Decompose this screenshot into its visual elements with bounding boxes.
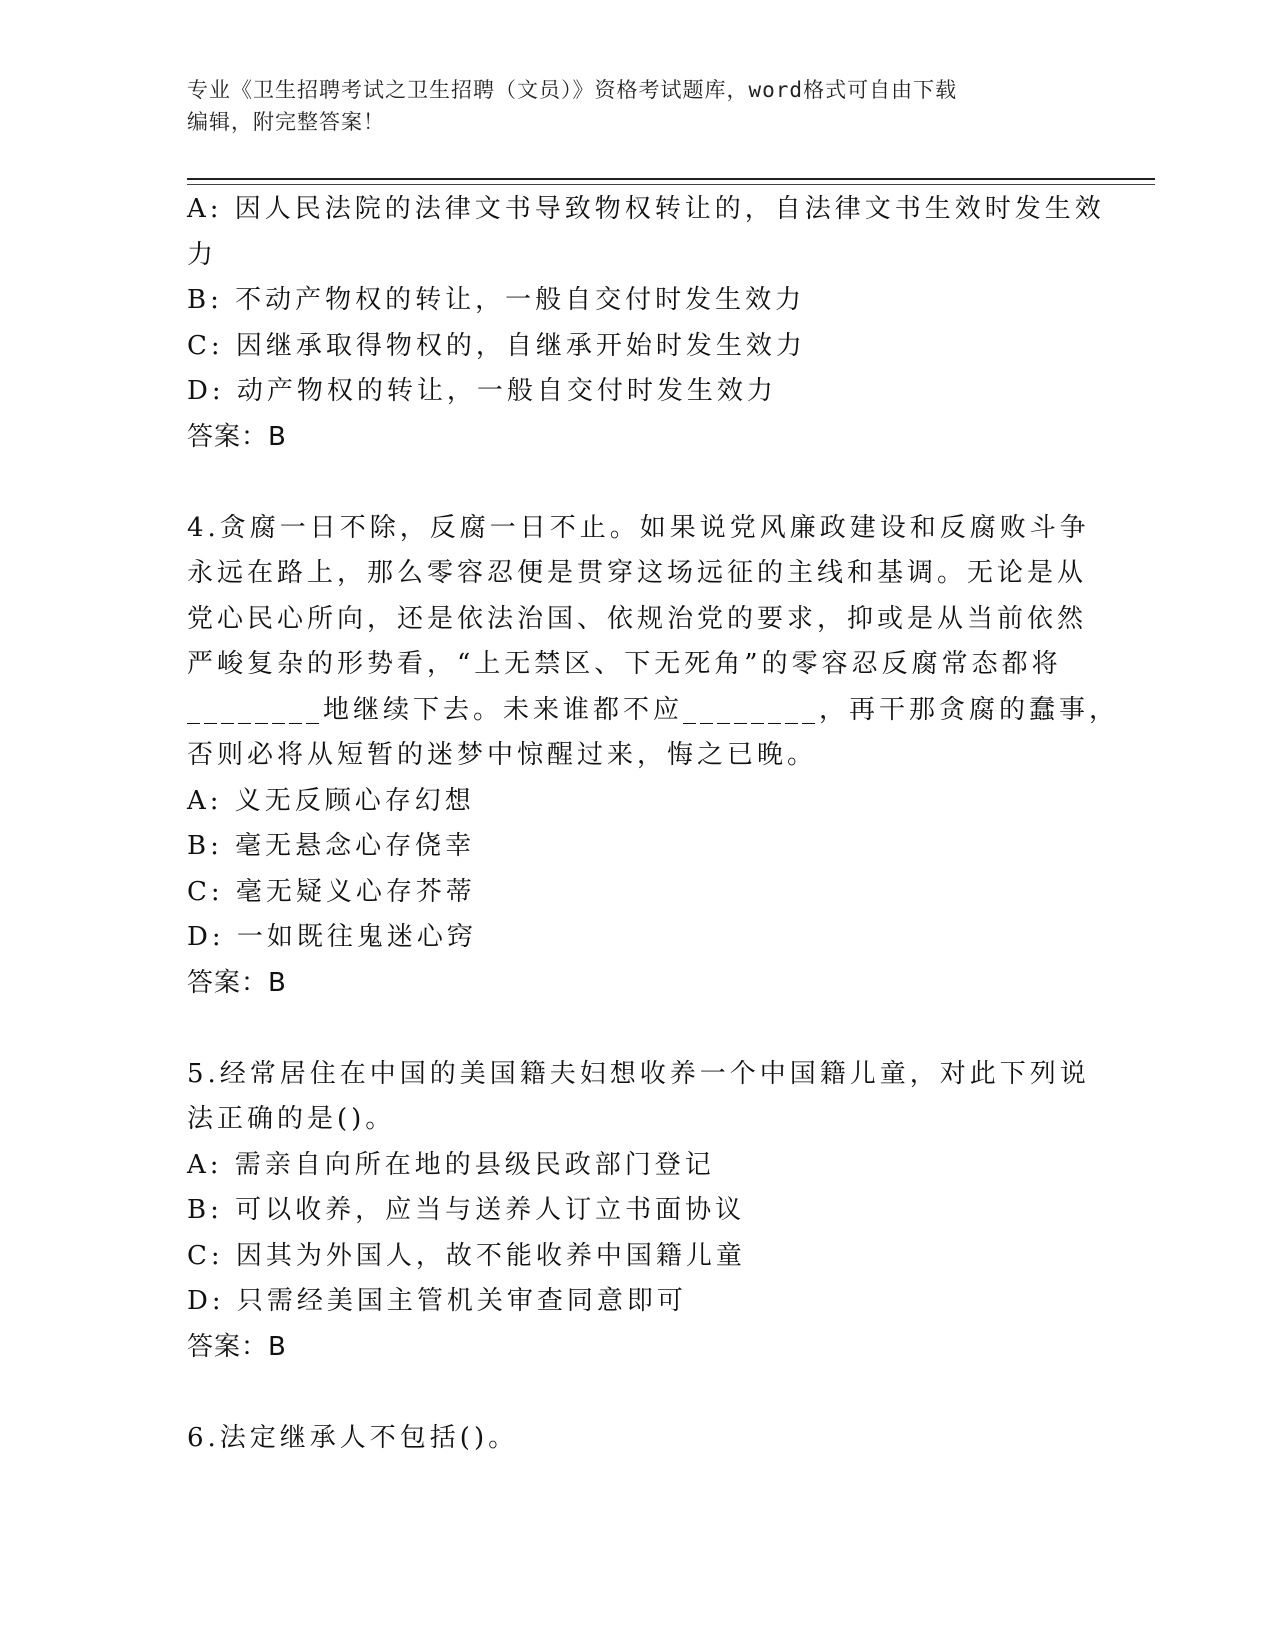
q4-stem-line-1: 4.贪腐一日不除，反腐一日不止。如果说党风廉政建设和反腐败斗争 [187, 512, 1090, 543]
document-header [187, 74, 1087, 138]
q4-stem-line-2: 永远在路上，那么零容忍便是贯穿这场远征的主线和基调。无论是从 [187, 558, 1088, 588]
q5-stem-line-2: 法正确的是()。 [187, 1104, 396, 1134]
q4-stem-line-3: 党心民心所向，还是依法治国、依规治党的要求，抑或是从当前依然 [187, 603, 1088, 634]
q3-option-a-line-2: 力 [187, 239, 218, 270]
question-5 [187, 1052, 1090, 1371]
header-divider-thin [187, 184, 1155, 185]
q4-stem-line-4: 严峻复杂的形势看，“上无禁区、下无死角”的零容忍反腐常态都将 [187, 649, 1062, 679]
q5-option-d: D: 只需经美国主管机关审查同意即可 [187, 1286, 687, 1316]
header-line-1: 专业《卫生招聘考试之卫生招聘（文员）》资格考试题库，word格式可自由下载 [187, 78, 958, 102]
spacer [187, 1370, 1087, 1416]
q3-option-d: D: 动产物权的转让，一般自交付时发生效力 [187, 376, 777, 406]
q4-option-c: C: 毫无疑义心存芥蒂 [187, 876, 476, 907]
q3-option-b: B: 不动产物权的转让，一般自交付时发生效力 [187, 285, 806, 315]
q3-option-c: C: 因继承取得物权的，自继承开始时发生效力 [187, 330, 806, 361]
q3-option-a-line-1: A: 因人民法院的法律文书导致物权转让的，自法律文书生效时发生效 [187, 194, 1105, 224]
q5-option-b: B: 可以收养，应当与送养人订立书面协议 [187, 1195, 746, 1225]
q5-stem-line-1: 5.经常居住在中国的美国籍夫妇想收养一个中国籍儿童，对此下列说 [187, 1058, 1090, 1089]
q4-option-d: D: 一如既往鬼迷心窍 [187, 922, 477, 952]
q4-option-b: B: 毫无悬念心存侥幸 [187, 831, 476, 861]
q3-answer: 答案：B [187, 421, 287, 452]
q5-option-c: C: 因其为外国人，故不能收养中国籍儿童 [187, 1240, 746, 1271]
spacer [187, 460, 1087, 506]
q4-option-a: A: 义无反顾心存幻想 [187, 785, 475, 816]
question-content [187, 187, 1120, 1461]
q4-stem-line-6: 否则必将从短暂的迷梦中惊醒过来，悔之已晚。 [187, 740, 818, 770]
header-line-2: 编辑，附完整答案！ [187, 110, 385, 134]
q4-stem-line-5: ________地继续下去。未来谁都不应________，再干那贪腐的蠢事， [187, 694, 1120, 725]
q5-answer: 答案：B [187, 1331, 287, 1362]
spacer [187, 1006, 1087, 1052]
question-4 [187, 506, 1120, 1007]
question-3 [187, 187, 1105, 460]
header-divider-thick [187, 178, 1155, 180]
q6-stem: 6.法定继承人不包括()。 [187, 1422, 519, 1453]
q4-answer: 答案：B [187, 967, 287, 998]
question-6 [187, 1416, 1087, 1462]
q5-option-a: A: 需亲自向所在地的县级民政部门登记 [187, 1149, 715, 1180]
